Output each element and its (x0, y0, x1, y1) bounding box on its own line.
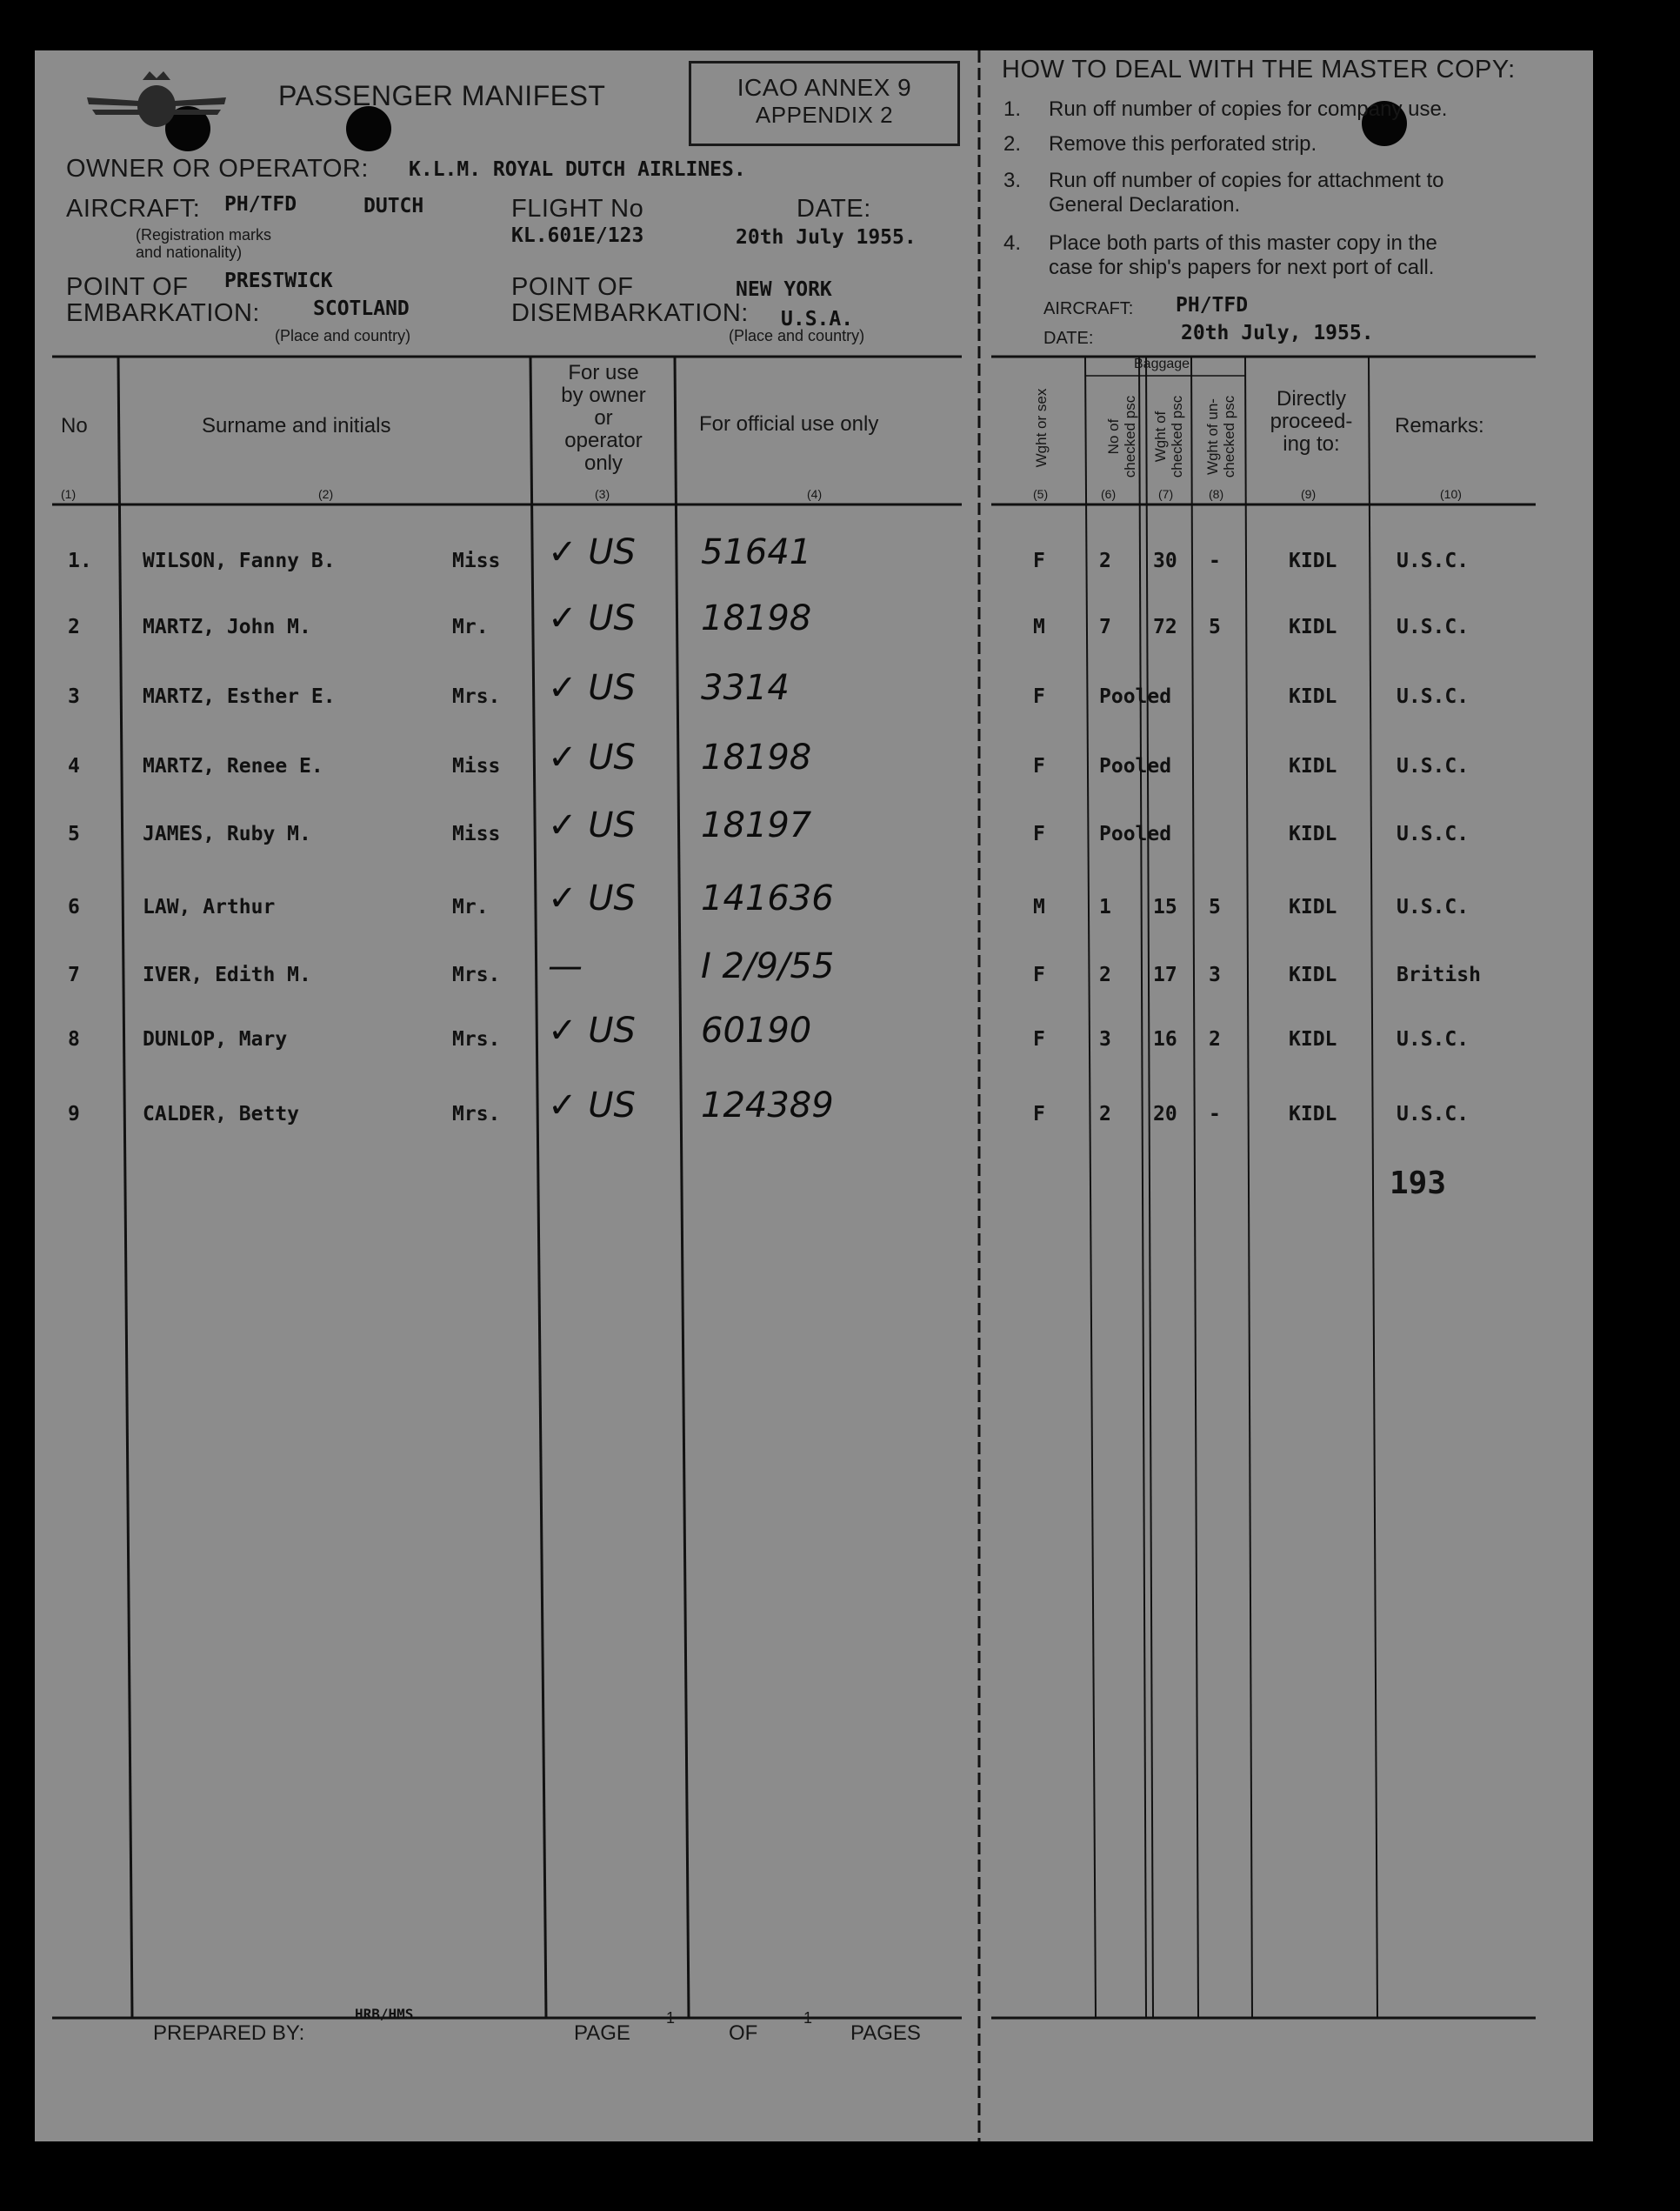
passenger-name: MARTZ, Renee E. (143, 755, 323, 778)
col-header-weight-sex: Wght or sex (1033, 388, 1050, 468)
col-header-owner-line: by owner (561, 384, 646, 407)
remarks-value: U.S.C. (1397, 685, 1470, 708)
remarks-value: U.S.C. (1397, 616, 1470, 638)
passenger-number: 8 (68, 1028, 80, 1051)
embarkation-value: SCOTLAND (313, 297, 410, 320)
proceeding-to: KIDL (1289, 1028, 1337, 1051)
col-header-owner-line: For use (568, 361, 639, 384)
unchecked-weight: 3 (1209, 964, 1221, 986)
passenger-sex: F (1033, 964, 1045, 986)
instruction-num: 4. (1003, 231, 1022, 255)
aircraft-label: AIRCRAFT: (66, 195, 201, 223)
official-number: 18198 (701, 738, 812, 778)
total-remark: 193 (1390, 1166, 1447, 1201)
col-header-owner-line: only (583, 451, 623, 475)
official-number: 18197 (701, 805, 812, 845)
baggage-pieces: 2 (1099, 964, 1111, 986)
passenger-title: Mrs. (452, 964, 501, 986)
owner-use-mark: ✓ US (548, 598, 636, 638)
icao-annex-line2: APPENDIX 2 (755, 102, 894, 128)
passenger-name: CALDER, Betty (143, 1103, 300, 1126)
of-label: OF (729, 2021, 758, 2045)
baggage-weight: 15 (1153, 896, 1177, 918)
owner-use-mark: ✓ US (548, 805, 636, 845)
col-header-checked-pcs (1105, 389, 1140, 484)
passenger-number: 6 (68, 896, 80, 918)
col-header-no: No (61, 414, 88, 438)
prepared-by-value: HRB/HMS (355, 2006, 414, 2022)
instructions-title: HOW TO DEAL WITH THE MASTER COPY: (1002, 56, 1516, 83)
embarkation-label: POINT OF (66, 273, 189, 301)
col-header-owner-line: operator (564, 429, 643, 452)
owner-use-mark: ✓ US (548, 878, 636, 918)
owner-use-mark: ✓ US (548, 1011, 636, 1051)
baggage-pieces: Pooled (1099, 823, 1172, 845)
passenger-number: 7 (68, 964, 80, 986)
passenger-name: IVER, Edith M. (143, 964, 311, 986)
proceeding-to: KIDL (1289, 616, 1337, 638)
unchecked-weight: 5 (1209, 896, 1221, 918)
col-header-official: For official use only (699, 412, 879, 436)
nationality-value: DUTCH (363, 195, 424, 217)
embarkation-note: (Place and country) (275, 327, 411, 344)
instruction-num: 1. (1003, 97, 1022, 121)
owner-use-mark: ✓ US (548, 1085, 636, 1126)
owner-use-mark: ✓ US (548, 668, 636, 708)
date-value: 20th July 1955. (736, 226, 917, 249)
passenger-number: 1. (68, 550, 92, 572)
proceeding-to: KIDL (1289, 823, 1337, 845)
baggage-pieces: 1 (1099, 896, 1111, 918)
proceeding-to: KIDL (1289, 685, 1337, 708)
registration-note: and nationality) (136, 244, 243, 261)
proceeding-to: KIDL (1289, 896, 1337, 918)
embarkation-value: PRESTWICK (224, 270, 333, 292)
passenger-name: MARTZ, Esther E. (143, 685, 336, 708)
official-number: 18198 (701, 598, 812, 638)
passenger-title: Miss (452, 755, 501, 778)
col-header-line: Wght of (1152, 411, 1169, 463)
disembarkation-value: NEW YORK (736, 278, 832, 301)
passenger-title: Mrs. (452, 1028, 501, 1051)
col-header-line: ing to: (1283, 432, 1340, 456)
passenger-number: 2 (68, 616, 80, 638)
pages-label: PAGES (850, 2021, 921, 2045)
official-number: 141636 (701, 878, 834, 918)
instruction-text: Run off number of copies for attachment to (1049, 169, 1444, 192)
remarks-value: U.S.C. (1397, 823, 1470, 845)
col-header-owner (532, 362, 675, 475)
instruction-num: 3. (1003, 169, 1022, 192)
passenger-number: 4 (68, 755, 80, 778)
col-number: (4) (807, 487, 823, 501)
col-number: (3) (595, 487, 610, 501)
passenger-number: 5 (68, 823, 80, 845)
official-number: 60190 (701, 1011, 812, 1051)
col-header-checked-wght (1152, 389, 1187, 484)
instructions-date-value: 20th July, 1955. (1181, 322, 1374, 344)
col-header-line: checked psc (1122, 395, 1138, 478)
form-title: PASSENGER MANIFEST (278, 80, 606, 111)
instruction-text: Place both parts of this master copy in the (1049, 231, 1437, 255)
col-header-owner-line: or (594, 406, 613, 430)
instructions-aircraft-label: AIRCRAFT: (1043, 299, 1134, 318)
proceeding-to: KIDL (1289, 550, 1337, 572)
unchecked-weight: 5 (1209, 616, 1221, 638)
page-label: PAGE (574, 2021, 630, 2045)
baggage-weight: 17 (1153, 964, 1177, 986)
official-number: 3314 (701, 668, 790, 708)
passenger-name: LAW, Arthur (143, 896, 276, 918)
col-number: (5) (1033, 487, 1049, 501)
aircraft-value: PH/TFD (224, 193, 297, 216)
disembarkation-label: DISEMBARKATION: (511, 299, 749, 327)
passenger-number: 9 (68, 1103, 80, 1126)
disembarkation-label: POINT OF (511, 273, 634, 301)
flight-label: FLIGHT No (511, 195, 644, 223)
col-number: (10) (1440, 487, 1462, 501)
official-number: I 2/9/55 (701, 946, 835, 986)
remarks-value: U.S.C. (1397, 550, 1470, 572)
icao-annex-line1: ICAO ANNEX 9 (737, 74, 912, 101)
col-header-line: No of (1105, 418, 1122, 455)
instruction-text: General Declaration. (1049, 193, 1241, 217)
col-header-line: checked psc (1221, 395, 1237, 478)
passenger-name: WILSON, Fanny B. (143, 550, 336, 572)
baggage-weight: 16 (1153, 1028, 1177, 1051)
col-header-proceeding (1252, 388, 1370, 456)
official-number: 124389 (701, 1085, 834, 1126)
passenger-name: MARTZ, John M. (143, 616, 311, 638)
instruction-num: 2. (1003, 132, 1022, 156)
remarks-value: U.S.C. (1397, 755, 1470, 778)
manifest-sheet (35, 50, 1593, 2141)
col-header-line: Directly (1276, 387, 1346, 411)
col-number: (2) (318, 487, 334, 501)
col-number: (6) (1101, 487, 1117, 501)
baggage-pieces: Pooled (1099, 685, 1172, 708)
passenger-sex: M (1033, 616, 1045, 638)
embarkation-label: EMBARKATION: (66, 299, 260, 327)
disembarkation-note: (Place and country) (729, 327, 865, 344)
col-number: (9) (1301, 487, 1317, 501)
passenger-sex: F (1033, 685, 1045, 708)
owner-use-mark: ✓ US (548, 738, 636, 778)
passenger-title: Mrs. (452, 1103, 501, 1126)
date-label: DATE: (797, 195, 871, 223)
col-number: (8) (1209, 487, 1224, 501)
passenger-number: 3 (68, 685, 80, 708)
official-number: 51641 (701, 532, 812, 572)
owner-label: OWNER OR OPERATOR: (66, 155, 369, 183)
remarks-value: U.S.C. (1397, 1103, 1470, 1126)
col-header-line: checked psc (1169, 395, 1185, 478)
unchecked-weight: - (1209, 1103, 1221, 1126)
prepared-by-label: PREPARED BY: (153, 2021, 305, 2045)
col-header-name: Surname and initials (202, 414, 391, 438)
instruction-text: Remove this perforated strip. (1049, 132, 1317, 156)
baggage-pieces: 2 (1099, 550, 1111, 572)
owner-use-mark: ✓ US (548, 532, 636, 572)
baggage-weight: 30 (1153, 550, 1177, 572)
passenger-title: Mr. (452, 896, 489, 918)
passenger-sex: F (1033, 755, 1045, 778)
page-value: 1 (666, 2009, 676, 2027)
instructions-date-label: DATE: (1043, 329, 1094, 348)
baggage-pieces: Pooled (1099, 755, 1172, 778)
instruction-text: Run off number of copies for company use. (1049, 97, 1448, 121)
col-number: (1) (61, 487, 77, 501)
proceeding-to: KIDL (1289, 964, 1337, 986)
passenger-sex: M (1033, 896, 1045, 918)
proceeding-to: KIDL (1289, 755, 1337, 778)
col-header-line: Wght of un- (1204, 398, 1221, 475)
instructions-aircraft-value: PH/TFD (1176, 294, 1249, 317)
passenger-sex: F (1033, 1028, 1045, 1051)
passenger-sex: F (1033, 550, 1045, 572)
unchecked-weight: 2 (1209, 1028, 1221, 1051)
flight-value: KL.601E/123 (511, 224, 644, 247)
instruction-text: case for ship's papers for next port of call. (1049, 256, 1435, 279)
passenger-name: DUNLOP, Mary (143, 1028, 288, 1051)
col-header-unchecked-wght (1204, 389, 1239, 484)
remarks-value: U.S.C. (1397, 1028, 1470, 1051)
remarks-value: U.S.C. (1397, 896, 1470, 918)
col-header-line: proceed- (1270, 410, 1353, 433)
owner-use-mark: — (548, 946, 583, 986)
passenger-name: JAMES, Ruby M. (143, 823, 311, 845)
col-header-remarks: Remarks: (1395, 414, 1484, 438)
passenger-title: Mr. (452, 616, 489, 638)
passenger-sex: F (1033, 823, 1045, 845)
passenger-title: Miss (452, 823, 501, 845)
baggage-pieces: 2 (1099, 1103, 1111, 1126)
col-number: (7) (1158, 487, 1174, 501)
proceeding-to: KIDL (1289, 1103, 1337, 1126)
col-header-baggage: Baggage (1134, 357, 1190, 371)
remarks-value: British (1397, 964, 1481, 986)
unchecked-weight: - (1209, 550, 1221, 572)
baggage-weight: 20 (1153, 1103, 1177, 1126)
passenger-sex: F (1033, 1103, 1045, 1126)
of-value: 1 (803, 2009, 813, 2027)
disembarkation-value: U.S.A. (781, 308, 854, 331)
passenger-title: Mrs. (452, 685, 501, 708)
owner-value: K.L.M. ROYAL DUTCH AIRLINES. (409, 158, 746, 181)
baggage-weight: 72 (1153, 616, 1177, 638)
passenger-title: Miss (452, 550, 501, 572)
baggage-pieces: 3 (1099, 1028, 1111, 1051)
baggage-pieces: 7 (1099, 616, 1111, 638)
registration-note: (Registration marks (136, 226, 272, 244)
